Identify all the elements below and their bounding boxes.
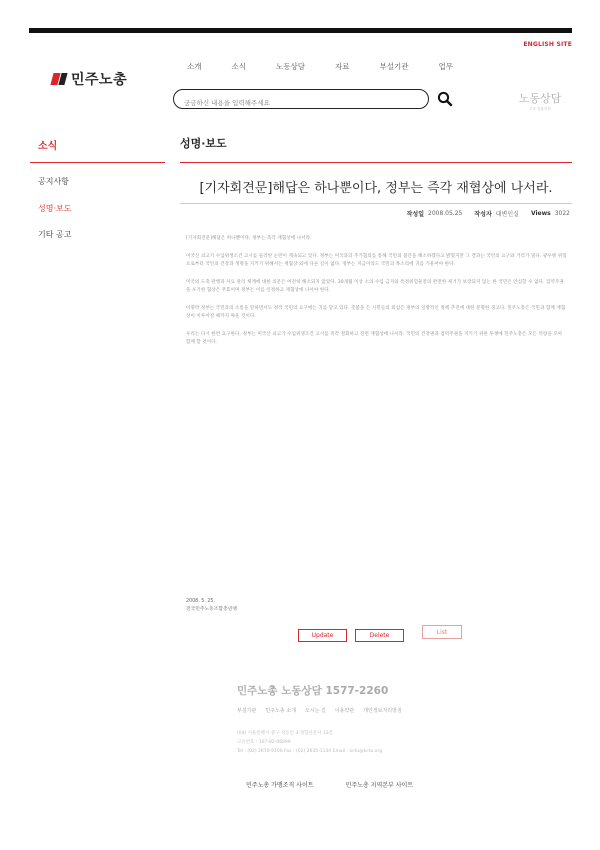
- nav-item-affiliates[interactable]: 부설기관: [379, 62, 409, 71]
- nav-item-consult[interactable]: 노동상담: [276, 62, 305, 71]
- sidebar-item-statements[interactable]: 성명·보도: [38, 203, 72, 213]
- consult-link[interactable]: [518, 90, 562, 112]
- consult-title: 노동상담: [518, 92, 562, 105]
- article-signature: [186, 598, 237, 614]
- article-author: 대변인실: [495, 211, 519, 218]
- sidebar-item-notice[interactable]: 공지사항: [38, 177, 69, 186]
- article-paragraph: 미국산 쇠고기 수입위생조건 고시를 둘러싼 논란이 계속되고 있다. 정부는 미국과의 추가협의를 통해 국민의 불안을 해소하겠다고 밝혔지만 그 결과는 국민의 요구와 거리가 멀다. 광우병 위험으로부터 국민의 건강과 생명을 지키기 위해서는 재협상 외에 다른 길이 없다. 정부는 지금이라도 국민의 목소리에 귀를 기울여야 한다.: [186, 253, 567, 267]
- article-body: [186, 235, 568, 357]
- affiliate-sites-link[interactable]: 민주노총 가맹조직 사이트: [246, 782, 314, 789]
- footer-address-line: (04) 서울특별시 중구 정동길 3 경향신문사 13층: [237, 731, 333, 736]
- main-nav: [187, 61, 483, 72]
- footer-title: 민주노총 노동상담 1577-2260: [237, 685, 389, 697]
- nav-item-about[interactable]: 소개: [187, 62, 202, 71]
- views-label: Views: [530, 210, 551, 217]
- article-paragraph: 우리는 다시 한번 요구한다. 정부는 미국산 쇠고기 수입위생조건 고시를 즉각 철회하고 전면 재협상에 나서라. 국민의 건강권과 검역주권을 지키기 위한 투쟁에 민주노총은 모든 역량을 모아 함께 할 것이다.: [186, 331, 563, 345]
- footer-link-directions[interactable]: 오시는 길: [304, 708, 326, 714]
- page-title-divider: [180, 162, 572, 163]
- footer-link-affiliates[interactable]: 부설기관: [237, 708, 257, 714]
- article-title-divider: [180, 203, 572, 204]
- footer-link-privacy[interactable]: 개인정보처리방침: [363, 708, 402, 714]
- sidebar-item-other-notices[interactable]: 기타 공고: [38, 230, 72, 239]
- article-title: [기자회견문]해답은 하나뿐이다, 정부는 즉각 재협상에 나서라.: [199, 181, 553, 196]
- sidebar-menu: [38, 176, 71, 256]
- article-actions: [298, 629, 462, 642]
- logo[interactable]: [52, 69, 127, 89]
- signature-org: 전국민주노동조합총연맹: [186, 607, 237, 612]
- footer-contact: Tel : (02) 2670-9100 Fax : (02) 2635-1134 Email : kctu@kctu.org: [237, 749, 383, 754]
- top-bar: [29, 28, 572, 33]
- article-paragraph: [기자회견문]해답은 하나뿐이다, 정부는 즉각 재협상에 나서라.: [186, 236, 312, 241]
- footer-link-about[interactable]: 민주노총 소개: [265, 708, 296, 714]
- footer-link-terms[interactable]: 이용약관: [334, 708, 355, 714]
- update-button[interactable]: Update: [298, 629, 347, 642]
- english-site-link[interactable]: ENGLISH SITE: [523, 41, 572, 48]
- nav-item-work[interactable]: 업무: [438, 62, 453, 71]
- article-paragraph: 미국의 도축 관행과 사료 관리 체계에 대한 의문은 여전히 해소되지 않았다. 30개월 이상 소의 수입 금지와 특정위험물질의 완전한 제거가 보장되지 않는 한 국민은 안심할 수 없다. 검역주권을 포기한 협상은 무효이며 정부는 이를 인정하고 재협상에 나서야 한다.: [186, 279, 564, 293]
- article-date: 2008.05.25: [428, 210, 463, 217]
- search-input[interactable]: [184, 99, 414, 107]
- consult-subtitle: 무료 법률지원: [529, 107, 551, 111]
- footer-links: [237, 707, 411, 714]
- date-label: 작성일: [406, 211, 424, 218]
- regional-sites-link[interactable]: 민주노총 지역본부 사이트: [345, 782, 414, 789]
- list-button[interactable]: List: [422, 625, 462, 639]
- logo-text: 민주노총: [71, 72, 128, 88]
- delete-button[interactable]: Delete: [355, 629, 404, 642]
- article-views: 3022: [554, 210, 570, 217]
- page-title: 성명·보도: [180, 137, 227, 150]
- footer-registration: 고유번호 : 107-82-06899: [237, 740, 291, 745]
- logo-mark-icon: [52, 72, 68, 86]
- nav-item-resources[interactable]: 자료: [334, 62, 350, 71]
- article-paragraph: 이명박 정부는 국민과의 소통을 말하면서도 정작 국민의 요구에는 귀를 닫고 있다. 촛불을 든 시민들의 외침은 정부의 일방적인 정책 추진에 대한 분명한 경고다. 민주노총은 국민과 함께 재협상이 이루어질 때까지 싸울 것이다.: [186, 305, 566, 319]
- nav-item-news[interactable]: 소식: [231, 62, 246, 71]
- footer-address: [237, 729, 382, 756]
- signature-date: 2008. 5. 25.: [186, 599, 215, 604]
- search-icon[interactable]: [437, 91, 453, 107]
- sidebar-divider: [30, 162, 165, 163]
- search-box: [173, 89, 429, 109]
- sidebar-title: 소식: [38, 141, 58, 152]
- article-meta: [407, 209, 570, 218]
- footer-sites: [246, 780, 413, 789]
- author-label: 작성자: [474, 211, 492, 218]
